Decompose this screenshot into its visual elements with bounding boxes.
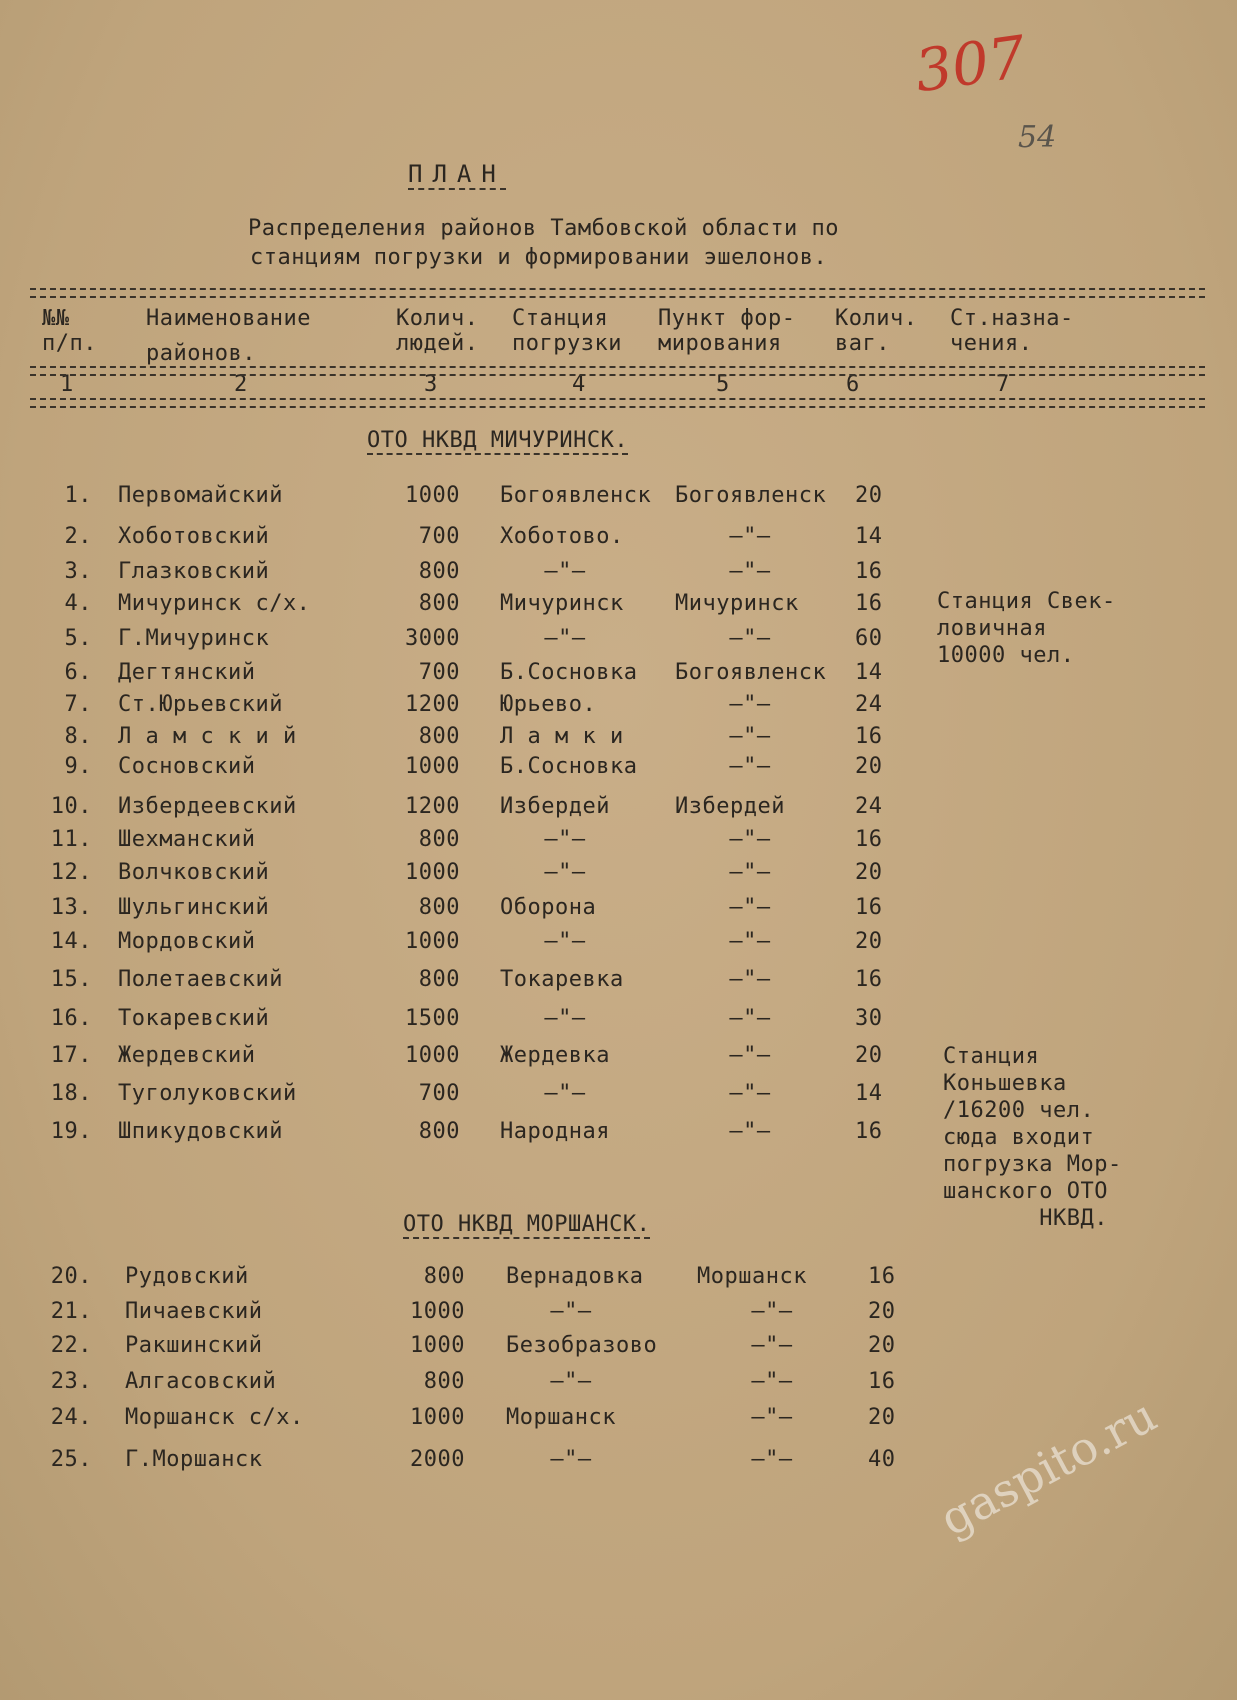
wagon-count: 20 [855,483,883,508]
loading-station: Безобразово [506,1333,658,1358]
column-header-7-l2: чения. [950,331,1033,356]
people-count: 1000 [405,860,460,885]
loading-station: –"– [544,860,586,885]
formation-point: –"– [729,724,771,749]
formation-point: –"– [729,524,771,549]
people-count: 3000 [405,626,460,651]
wagon-count: 16 [855,1119,883,1144]
destination-note: Станция Свек- ловичная 10000 чел. [937,589,1116,668]
formation-point: Богоявленск [675,660,827,685]
district-name: Рудовский [125,1264,249,1289]
loading-station: –"– [544,929,586,954]
row-number: 10. [50,794,92,819]
column-header-6-l2: ваг. [835,331,890,356]
people-count: 800 [423,1264,465,1289]
district-name: Г.Моршанск [125,1447,263,1472]
wagon-count: 24 [855,794,883,819]
people-count: 1000 [405,929,460,954]
people-count: 800 [418,724,460,749]
loading-station: Юрьево. [500,692,597,717]
people-count: 800 [418,1119,460,1144]
wagon-count: 20 [868,1405,896,1430]
section-heading: ОТО НКВД МИЧУРИНСК. [367,428,629,453]
row-number: 9. [64,754,92,779]
loading-station: Мичуринск [500,591,624,616]
formation-point: –"– [751,1405,793,1430]
wagon-count: 16 [855,895,883,920]
people-count: 2000 [410,1447,465,1472]
people-count: 800 [423,1369,465,1394]
people-count: 800 [418,591,460,616]
formation-point: –"– [729,827,771,852]
wagon-count: 16 [855,827,883,852]
district-name: Первомайский [118,483,283,508]
column-header-1-l2: п/п. [42,331,97,356]
loading-station: –"– [544,827,586,852]
people-count: 800 [418,559,460,584]
formation-point: –"– [729,626,771,651]
row-number: 23. [50,1369,92,1394]
people-count: 800 [418,895,460,920]
column-number-3: 3 [424,372,438,397]
formation-point: –"– [729,754,771,779]
row-number: 18. [50,1081,92,1106]
wagon-count: 20 [855,860,883,885]
subtitle-line-2: станциям погрузки и формировании эшелонов. [250,245,828,270]
district-name: Шульгинский [118,895,270,920]
formation-point: –"– [729,692,771,717]
people-count: 1000 [405,1043,460,1068]
header-rule-bottom [30,398,1205,408]
column-header-7-l1: Ст.назна- [950,306,1074,331]
row-number: 2. [64,524,92,549]
wagon-count: 16 [855,967,883,992]
row-number: 11. [50,827,92,852]
formation-point: –"– [729,929,771,954]
people-count: 1000 [410,1333,465,1358]
loading-station: Моршанск [506,1405,616,1430]
district-name: Ст.Юрьевский [118,692,283,717]
loading-station: Токаревка [500,967,624,992]
row-number: 13. [50,895,92,920]
loading-station: Вернадовка [506,1264,644,1289]
column-header-5-l2: мирования [658,331,782,356]
wagon-count: 16 [855,559,883,584]
wagon-count: 14 [855,660,883,685]
destination-note: Станция Коньшевка /16200 чел. сюда входит погрузка Мор- шанского ОТО НКВД. [943,1044,1122,1231]
district-name: Волчковский [118,860,270,885]
loading-station: –"– [544,559,586,584]
wagon-count: 30 [855,1006,883,1031]
district-name: Токаревский [118,1006,270,1031]
people-count: 700 [418,660,460,685]
district-name: Хоботовский [118,524,270,549]
district-name: Г.Мичуринск [118,626,270,651]
row-number: 1. [64,483,92,508]
formation-point: Избердей [675,794,785,819]
column-header-1-l1: №№ [42,306,70,331]
loading-station: –"– [544,1006,586,1031]
wagon-count: 24 [855,692,883,717]
column-number-5: 5 [716,372,730,397]
wagon-count: 20 [855,929,883,954]
row-number: 6. [64,660,92,685]
people-count: 1200 [405,692,460,717]
loading-station: Богоявленск [500,483,652,508]
district-name: Глазковский [118,559,270,584]
loading-station: Хоботово. [500,524,624,549]
people-count: 800 [418,967,460,992]
header-rule-middle [30,366,1205,376]
formation-point: –"– [729,1006,771,1031]
formation-point: Мичуринск [675,591,799,616]
people-count: 1000 [405,754,460,779]
district-name: Ракшинский [125,1333,263,1358]
column-header-6-l1: Колич. [835,306,918,331]
wagon-count: 40 [868,1447,896,1472]
formation-point: –"– [751,1333,793,1358]
district-name: Туголуковский [118,1081,297,1106]
loading-station: Б.Сосновка [500,754,638,779]
wagon-count: 16 [855,591,883,616]
wagon-count: 14 [855,1081,883,1106]
formation-point: –"– [729,1043,771,1068]
district-name: Сосновский [118,754,256,779]
formation-point: –"– [751,1369,793,1394]
district-name: Полетаевский [118,967,283,992]
row-number: 12. [50,860,92,885]
column-number-4: 4 [572,372,586,397]
row-number: 4. [64,591,92,616]
people-count: 1500 [405,1006,460,1031]
subtitle-line-1: Распределения районов Тамбовской области по [248,216,840,241]
district-name: Мордовский [118,929,256,954]
loading-station: Жердевка [500,1043,610,1068]
row-number: 7. [64,692,92,717]
people-count: 700 [418,524,460,549]
district-name: Моршанск с/х. [125,1405,304,1430]
row-number: 25. [50,1447,92,1472]
people-count: 800 [418,827,460,852]
row-number: 5. [64,626,92,651]
row-number: 22. [50,1333,92,1358]
row-number: 16. [50,1006,92,1031]
loading-station: Народная [500,1119,610,1144]
district-name: Жердевский [118,1043,256,1068]
formation-point: –"– [729,1119,771,1144]
people-count: 1200 [405,794,460,819]
formation-point: –"– [729,559,771,584]
column-number-6: 6 [846,372,860,397]
header-rule-top [30,288,1205,298]
district-name: Л а м с к и й [118,724,297,749]
formation-point: Моршанск [697,1264,807,1289]
column-number-7: 7 [996,372,1010,397]
column-number-1: 1 [60,372,74,397]
loading-station: –"– [550,1299,592,1324]
loading-station: Б.Сосновка [500,660,638,685]
document-title: ПЛАН [408,160,506,188]
district-name: Алгасовский [125,1369,277,1394]
wagon-count: 14 [855,524,883,549]
formation-point: –"– [751,1299,793,1324]
row-number: 20. [50,1264,92,1289]
wagon-count: 20 [868,1333,896,1358]
district-name: Дегтянский [118,660,256,685]
formation-point: –"– [751,1447,793,1472]
loading-station: –"– [550,1369,592,1394]
formation-point: –"– [729,1081,771,1106]
column-header-5-l1: Пункт фор- [658,306,796,331]
wagon-count: 20 [855,754,883,779]
loading-station: –"– [550,1447,592,1472]
folio-number-red: 307 [910,22,1030,106]
column-header-2-l2: районов. [146,341,256,366]
district-name: Избердеевский [118,794,297,819]
people-count: 1000 [405,483,460,508]
row-number: 14. [50,929,92,954]
loading-station: Л а м к и [500,724,624,749]
row-number: 19. [50,1119,92,1144]
people-count: 700 [418,1081,460,1106]
loading-station: Избердей [500,794,610,819]
loading-station: Оборона [500,895,597,920]
district-name: Шпикудовский [118,1119,283,1144]
wagon-count: 16 [855,724,883,749]
formation-point: –"– [729,967,771,992]
formation-point: Богоявленск [675,483,827,508]
section-heading: ОТО НКВД МОРШАНСК. [403,1212,651,1237]
column-header-2-l1: Наименование [146,306,311,331]
district-name: Пичаевский [125,1299,263,1324]
watermark: gaspito.ru [931,1387,1166,1547]
column-number-2: 2 [234,372,248,397]
wagon-count: 16 [868,1264,896,1289]
column-header-4-l2: погрузки [512,331,622,356]
wagon-count: 60 [855,626,883,651]
row-number: 24. [50,1405,92,1430]
row-number: 15. [50,967,92,992]
wagon-count: 20 [868,1299,896,1324]
district-name: Мичуринск с/х. [118,591,311,616]
district-name: Шехманский [118,827,256,852]
loading-station: –"– [544,626,586,651]
wagon-count: 16 [868,1369,896,1394]
loading-station: –"– [544,1081,586,1106]
column-header-3-l1: Колич. [396,306,479,331]
column-header-4-l1: Станция [512,306,609,331]
row-number: 3. [64,559,92,584]
folio-number-pencil: 54 [1018,120,1057,155]
row-number: 17. [50,1043,92,1068]
people-count: 1000 [410,1405,465,1430]
column-header-3-l2: людей. [396,331,479,356]
formation-point: –"– [729,895,771,920]
row-number: 21. [50,1299,92,1324]
wagon-count: 20 [855,1043,883,1068]
people-count: 1000 [410,1299,465,1324]
formation-point: –"– [729,860,771,885]
row-number: 8. [64,724,92,749]
